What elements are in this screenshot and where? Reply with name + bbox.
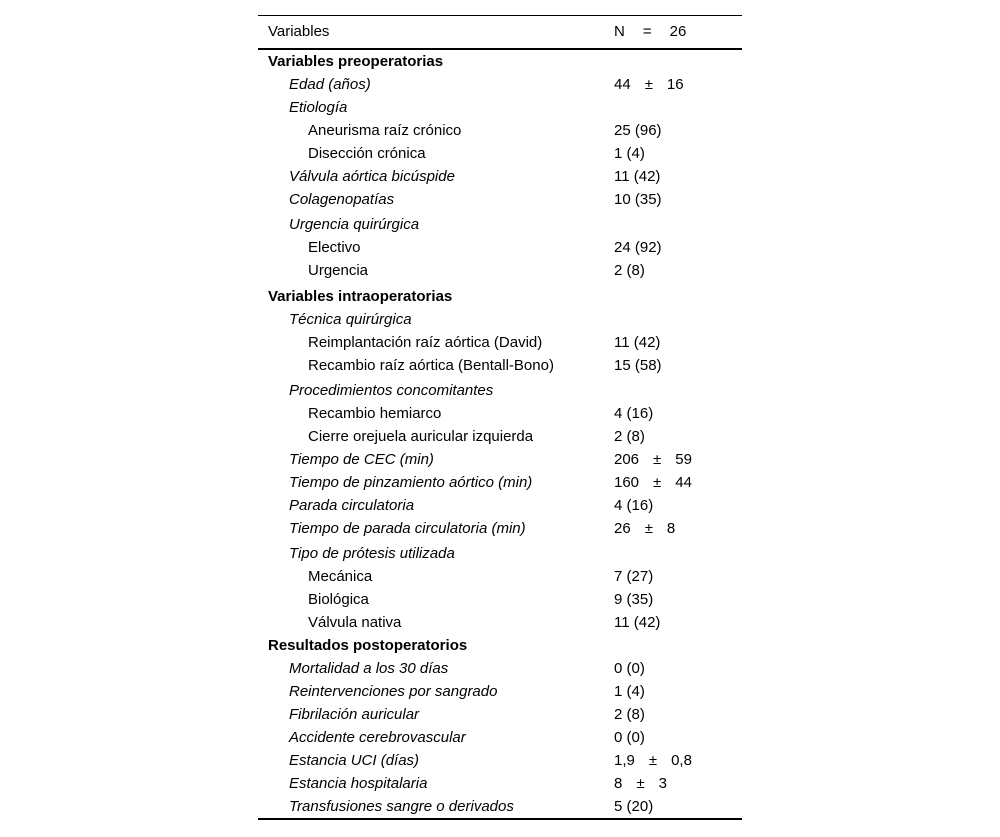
sd-value: 59: [675, 451, 692, 468]
plus-minus-sign: ±: [653, 474, 662, 491]
variable-label: Tipo de prótesis utilizada: [289, 545, 455, 562]
section-title: Resultados postoperatorios: [268, 637, 468, 654]
section-row: [258, 50, 742, 73]
mean-value: 160: [614, 474, 640, 491]
variable-label: Biológica: [308, 591, 369, 608]
mean-sd-value: [614, 772, 667, 795]
plus-minus-sign: ±: [653, 451, 662, 468]
count-percent-value: 10 (35): [614, 191, 662, 208]
section-title: Variables preoperatorias: [268, 53, 444, 70]
count-percent-value: 5 (20): [614, 798, 654, 815]
variable-label: Colagenopatías: [289, 191, 395, 208]
table-row: [258, 795, 742, 818]
mean-value: 206: [614, 451, 640, 468]
sd-value: 16: [666, 76, 684, 93]
table-row: [258, 772, 742, 795]
plus-minus-sign: ±: [644, 520, 653, 537]
count-percent-value: 2 (8): [614, 262, 645, 279]
variable-label: Mortalidad a los 30 días: [289, 660, 449, 677]
variable-label: Electivo: [308, 239, 361, 256]
section-row: [258, 634, 742, 657]
table-row: [258, 565, 742, 588]
table-row: [258, 402, 742, 425]
variable-label: Etiología: [289, 99, 348, 116]
table-row: [258, 379, 742, 402]
table-row: [258, 471, 742, 494]
header-n-sign: =: [642, 23, 652, 40]
sd-value: 44: [675, 474, 692, 491]
table-row: [258, 236, 742, 259]
table-row: [258, 73, 742, 96]
count-percent-value: 1 (4): [614, 683, 645, 700]
table-row: [258, 657, 742, 680]
sd-value: 3: [658, 775, 667, 792]
variable-label: Urgencia: [308, 262, 369, 279]
variable-label: Técnica quirúrgica: [289, 311, 412, 328]
table-row: [258, 588, 742, 611]
table-row: [258, 331, 742, 354]
table-body: [258, 50, 742, 818]
variable-label: Tiempo de pinzamiento aórtico (min): [289, 474, 533, 491]
variable-label: Mecánica: [308, 568, 373, 585]
plus-minus-sign: ±: [648, 752, 658, 769]
table-bottom-rule: [258, 818, 742, 820]
variable-label: Válvula aórtica bicúspide: [289, 168, 455, 185]
header-n-count: 26: [669, 23, 687, 40]
count-percent-value: 0 (0): [614, 660, 645, 677]
table-row: [258, 213, 742, 236]
count-percent-value: 1 (4): [614, 145, 645, 162]
variable-label: Estancia hospitalaria: [289, 775, 428, 792]
count-percent-value: 25 (96): [614, 122, 662, 139]
table-row: [258, 119, 742, 142]
variable-label: Accidente cerebrovascular: [289, 729, 466, 746]
mean-value: 8: [614, 775, 623, 792]
table-row: [258, 308, 742, 331]
table-row: [258, 680, 742, 703]
count-percent-value: 15 (58): [614, 357, 662, 374]
mean-sd-value: [614, 448, 692, 471]
variable-label: Transfusiones sangre o derivados: [289, 798, 514, 815]
sd-value: 8: [666, 520, 676, 537]
count-percent-value: 4 (16): [614, 405, 654, 422]
table-row: [258, 726, 742, 749]
count-percent-value: 11 (42): [614, 334, 661, 351]
table-header-row: [258, 16, 742, 48]
variable-label: Urgencia quirúrgica: [289, 216, 420, 233]
variable-label: Recambio hemiarco: [308, 405, 442, 422]
table-row: [258, 165, 742, 188]
count-percent-value: 11 (42): [614, 614, 661, 631]
variable-label: Aneurisma raíz crónico: [308, 122, 462, 139]
count-percent-value: 4 (16): [614, 497, 654, 514]
variable-label: Tiempo de CEC (min): [289, 451, 434, 468]
count-percent-value: 7 (27): [614, 568, 654, 585]
variable-label: Cierre orejuela auricular izquierda: [308, 428, 534, 445]
mean-value: 26: [614, 520, 631, 537]
data-table: [258, 15, 742, 820]
mean-value: 44: [614, 76, 631, 93]
variable-label: Tiempo de parada circulatoria (min): [289, 520, 526, 537]
variable-label: Reintervenciones por sangrado: [289, 683, 498, 700]
table-row: [258, 611, 742, 634]
table-row: [258, 142, 742, 165]
plus-minus-sign: ±: [644, 76, 653, 93]
table-row: [258, 542, 742, 565]
variable-label: Recambio raíz aórtica (Bentall-Bono): [308, 357, 554, 374]
header-n-value: [614, 16, 686, 48]
table-row: [258, 448, 742, 471]
header-n-label: N: [614, 23, 625, 40]
mean-sd-value: [614, 471, 692, 494]
count-percent-value: 2 (8): [614, 428, 645, 445]
table-row: [258, 259, 742, 282]
table-row: [258, 425, 742, 448]
count-percent-value: 0 (0): [614, 729, 645, 746]
section-title: Variables intraoperatorias: [268, 288, 453, 305]
table-row: [258, 494, 742, 517]
table-row: [258, 703, 742, 726]
section-row: [258, 285, 742, 308]
variable-label: Fibrilación auricular: [289, 706, 420, 723]
table-row: [258, 517, 742, 540]
sd-value: 0,8: [671, 752, 692, 769]
mean-sd-value: [614, 517, 675, 540]
variable-label: Parada circulatoria: [289, 497, 415, 514]
variable-label: Procedimientos concomitantes: [289, 382, 494, 399]
header-variables-label: Variables: [268, 23, 330, 40]
table-row: [258, 96, 742, 119]
variable-label: Estancia UCI (días): [289, 752, 420, 769]
count-percent-value: 2 (8): [614, 706, 645, 723]
table-row: [258, 749, 742, 772]
table-row: [258, 354, 742, 377]
count-percent-value: 24 (92): [614, 239, 662, 256]
variable-label: Disección crónica: [308, 145, 426, 162]
variable-label: Válvula nativa: [308, 614, 402, 631]
count-percent-value: 9 (35): [614, 591, 654, 608]
mean-value: 1,9: [614, 752, 635, 769]
mean-sd-value: [614, 749, 692, 772]
variable-label: Reimplantación raíz aórtica (David): [308, 334, 543, 351]
variable-label: Edad (años): [289, 76, 371, 93]
table-row: [258, 188, 742, 211]
plus-minus-sign: ±: [636, 775, 645, 792]
count-percent-value: 11 (42): [614, 168, 661, 185]
mean-sd-value: [614, 73, 684, 96]
